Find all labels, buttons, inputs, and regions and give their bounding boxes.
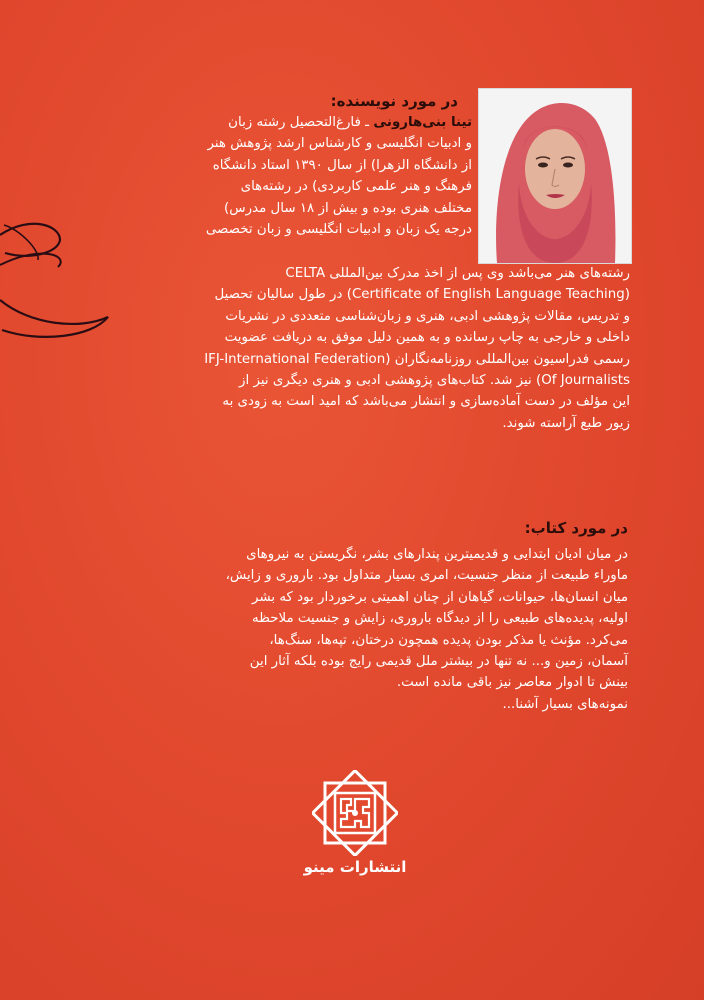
book-line-8: نمونه‌های بسیار آشنا... (502, 696, 628, 712)
author-bio-bottom (62, 263, 630, 434)
author-bio-line-10: داخلی و خارجی به چاپ رسانده و به همین دلیل موفق به دریافت عضویت (224, 330, 630, 346)
book-line-4: اولیه، پدیده‌های طبیعی را از دیدگاه باروری، زایش و جنسیت ملاحظه (252, 611, 628, 627)
author-bio-line-7: رشته‌های هنر می‌باشد وی پس از اخذ مدرک بین‌المللی CELTA (285, 266, 630, 281)
book-line-3: میان انسان‌ها، حیوانات، گیاهان از چنان اهمیتی برخوردار بود که بشر (252, 589, 628, 605)
author-bio-line-6: درجه یک زبان و ادبیات انگلیسی و زبان تخصصی (205, 222, 472, 238)
author-bio-line-5: مختلف هنری بوده و بیش از ۱۸ سال مدرس) (224, 200, 472, 216)
author-bio-top (62, 112, 472, 240)
author-section-heading: در مورد نویسنده: (330, 92, 458, 110)
book-line-5: می‌کرد. مؤنث یا مذکر بودن پدیده همچون درختان، تپه‌ها، سنگ‌ها، (269, 632, 628, 648)
author-bio-line-1-text: ـ فارغ‌التحصیل رشته زبان (228, 115, 370, 130)
author-portrait-image (479, 89, 631, 263)
author-bio-line-4: فرهنگ و هنر علمی کاربردی) در رشته‌های (240, 179, 472, 195)
author-bio-line-13: این مؤلف در دست آماده‌سازی و انتشار می‌باشد که امید است به زودی به (222, 394, 630, 410)
book-line-1: در میان ادیان ابتدایی و قدیمیترین پندارهای بشر، نگریستن به نیروهای (246, 547, 628, 562)
author-bio-line-2: و ادبیات انگلیسی و کارشناس ارشد پژوهش هنر (207, 136, 472, 152)
book-line-7: بینش تا ادوار معاصر نیز باقی مانده است. (396, 675, 628, 691)
author-bio-line-3: از دانشگاه الزهرا) از سال ۱۳۹۰ استاد دانشگاه (212, 157, 472, 173)
author-bio-line-12: Of Journalists) نیز شد. کتاب‌های پژوهشی ادبی و هنری دیگری نیز از (239, 373, 630, 389)
book-description (62, 544, 628, 715)
author-bio-line-1 (62, 112, 472, 133)
author-bio-line-9: و تدریس، مقالات پژوهشی ادبی، هنری و زبان‌شناسی متعددی در نشریات (225, 308, 630, 324)
book-section-heading: در مورد کتاب: (524, 519, 628, 537)
author-bio-line-11: رسمی فدراسیون بین‌المللی روزنامه‌نگاران (IFJ-International Federation (204, 351, 630, 367)
book-line-6: آسمان، زمین و... نه تنها در بیشتر ملل قدیمی رایج بوده بلکه آثار این (249, 654, 628, 670)
book-line-2: ماوراء طبیعت از منظر جنسیت، امری بسیار متداول بود. باروری و زایش، (225, 568, 628, 584)
publisher-name: انتشارات مینو (303, 858, 407, 876)
author-bio-line-14: زیور طبع آراسته شوند. (502, 415, 630, 431)
author-bio-line-8: (Certificate of English Language Teaching) در طول سالیان تحصیل (214, 287, 630, 303)
publisher-logo-icon (312, 770, 398, 856)
author-photo (478, 88, 632, 264)
author-name: تینا بنی‌هارونی (373, 115, 472, 130)
